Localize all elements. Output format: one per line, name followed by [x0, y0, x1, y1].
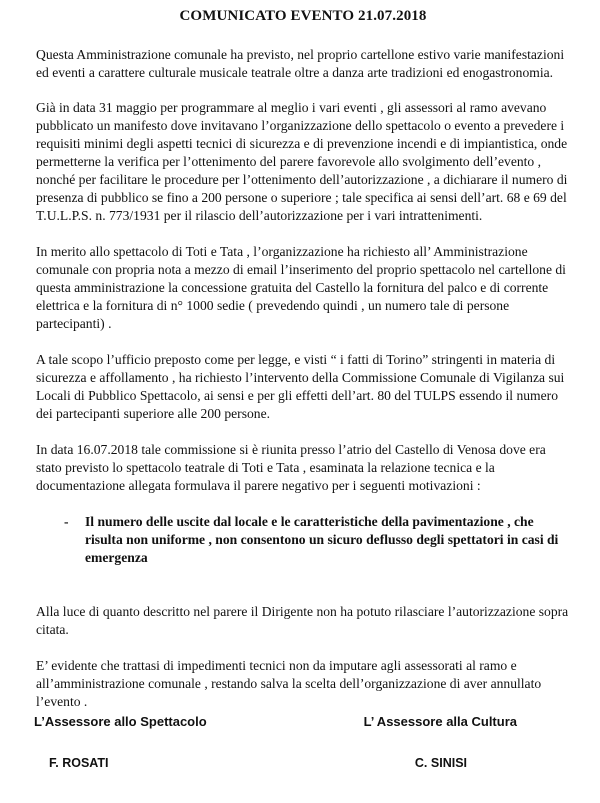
paragraph-authorization-denied: Alla luce di quanto descritto nel parere il Dirigente non ha potuto rilasciare l’autorizzazione sopra citata.: [36, 604, 569, 637]
signature-roles: [36, 714, 570, 729]
paragraph-commission-meeting: In data 16.07.2018 tale commissione si è riunita presso l’atrio del Castello di Venosa dove era stato previsto lo spettacolo teatrale di Toti e Tata , esaminata la relazione tecnica e la documentazione allegata formulava il parere negativo per i seguenti motivazioni :: [36, 442, 546, 493]
left-signatory-role: L’Assessore allo Spettacolo: [34, 714, 207, 729]
right-signatory-role: L’ Assessore alla Cultura: [363, 714, 517, 729]
paragraph-manifesto: Già in data 31 maggio per programmare al meglio i vari eventi , gli assessori al ramo avevano pubblicato un manifesto dove invitavano l’organizzazione dello spettacolo o evento a prevedere i requisiti minimi degli aspetti tecnici di sicurezza e di prevenzione incendi e di impiantistica, onde permetterne la verifica per l’ottenimento del parere favorevole allo svolgimento dell’evento , nonché per facilitare le procedure per l’ottenimento dell’autorizzazione , a dichiarare il numero di presenza di pubblico se fino a 200 persone o superiore ; tale specifica ai sensi dell’art. 68 e 69 del T.U.L.P.S. n. 773/1931 per il rilascio dell’autorizzazione per i vari intrattenimenti.: [36, 100, 568, 223]
paragraph-toti-tata-request: In merito allo spettacolo di Toti e Tata , l’organizzazione ha richiesto all’ Amministrazione comunale con propria nota a mezzo di email l’inserimento del proprio spettacolo nel cartellone di questa amministrazione la concessione gratuita del Castello la fornitura del palco e di corrente elettrica e la fornitura di n° 1000 sedie ( prevedendo quindi , un numero tale di persone partecipanti) .: [36, 244, 566, 331]
signature-names: [36, 756, 570, 770]
bullet-text: Il numero delle uscite dal locale e le caratteristiche della pavimentazione , che risulta non uniforme , non consentono un sicuro deflusso degli spettatori in casi di emergenza: [85, 514, 559, 565]
left-signatory-name: F. ROSATI: [49, 756, 109, 770]
bullet-marker: -: [64, 514, 69, 529]
motivation-bullet: [64, 513, 570, 567]
paragraph-conclusion: E’ evidente che trattasi di impedimenti tecnici non da imputare agli assessorati al ramo e all’amministrazione comunale , restando salva la scelta dell’organizzazione di aver annullato l’evento .: [36, 658, 542, 709]
document-title: COMUNICATO EVENTO 21.07.2018: [179, 8, 427, 24]
paragraph-intro: Questa Amministrazione comunale ha previsto, nel proprio cartellone estivo varie manifestazioni ed eventi a carattere culturale musicale teatrale oltre a danza arte tradizioni ed enogastronomia.: [36, 47, 565, 80]
right-signatory-name: C. SINISI: [414, 756, 467, 770]
paragraph-commission-request: A tale scopo l’ufficio preposto come per legge, e visti “ i fatti di Torino” stringenti in materia di sicurezza e affollamento , ha richiesto l’intervento della Commissione Comunale di Vigilanza sui Locali di Pubblico Spettacolo, ai sensi e per gli effetti dell’art. 80 del TULPS essendo il numero dei partecipanti superiore alle 200 persone.: [36, 352, 565, 421]
